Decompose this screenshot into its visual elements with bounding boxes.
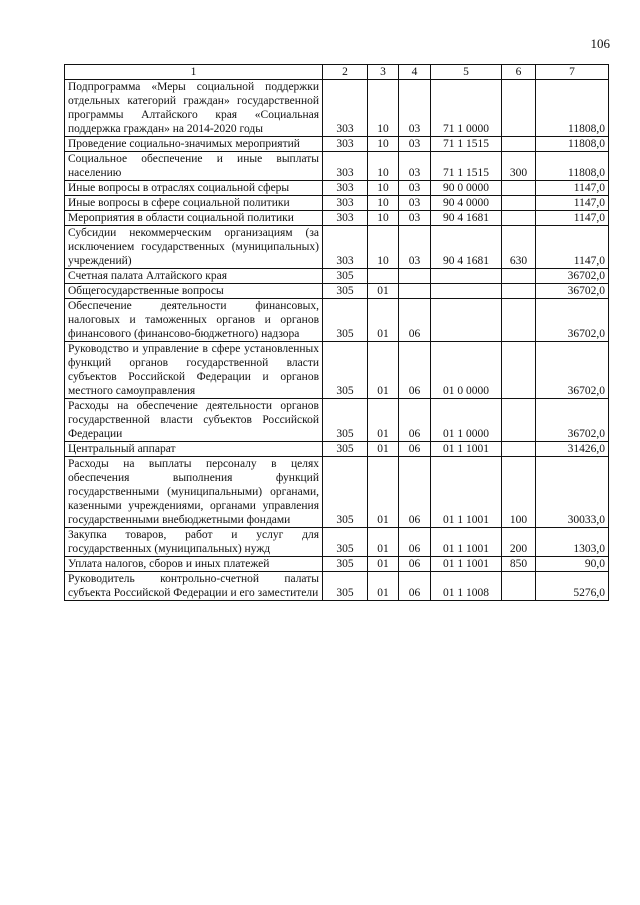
- admin-code-cell: 303: [323, 181, 368, 196]
- table-row: [65, 137, 609, 152]
- subsection-cell: 06: [399, 572, 431, 601]
- row-name-cell: Мероприятия в области социальной политики: [65, 211, 323, 226]
- target-article-cell: 90 4 0000: [431, 196, 502, 211]
- target-article-cell: 01 1 1001: [431, 528, 502, 557]
- subsection-cell: 06: [399, 528, 431, 557]
- expense-type-cell: [502, 196, 536, 211]
- row-name-cell: Руководство и управление в сфере установленных функций органов государственной власти субъектов Российской Федерации и органов местного самоуправления: [65, 342, 323, 399]
- target-article-cell: 71 1 0000: [431, 80, 502, 137]
- subsection-cell: 06: [399, 342, 431, 399]
- table-row: [65, 442, 609, 457]
- section-cell: 01: [368, 442, 399, 457]
- table-row: [65, 299, 609, 342]
- header-col-1: 1: [65, 65, 323, 80]
- expense-type-cell: [502, 442, 536, 457]
- subsection-cell: [399, 284, 431, 299]
- subsection-cell: 06: [399, 299, 431, 342]
- section-cell: 01: [368, 284, 399, 299]
- target-article-cell: 71 1 1515: [431, 152, 502, 181]
- header-col-7: 7: [536, 65, 609, 80]
- subsection-cell: 03: [399, 211, 431, 226]
- table-header-row: [65, 65, 609, 80]
- amount-cell: 1147,0: [536, 211, 609, 226]
- amount-cell: 1147,0: [536, 181, 609, 196]
- section-cell: 10: [368, 181, 399, 196]
- expense-type-cell: 200: [502, 528, 536, 557]
- subsection-cell: 03: [399, 196, 431, 211]
- expense-type-cell: [502, 342, 536, 399]
- row-name-cell: Центральный аппарат: [65, 442, 323, 457]
- header-col-2: 2: [323, 65, 368, 80]
- amount-cell: 1303,0: [536, 528, 609, 557]
- amount-cell: 11808,0: [536, 137, 609, 152]
- admin-code-cell: 303: [323, 152, 368, 181]
- expense-type-cell: 100: [502, 457, 536, 528]
- expense-type-cell: [502, 137, 536, 152]
- admin-code-cell: 303: [323, 80, 368, 137]
- table-row: [65, 196, 609, 211]
- target-article-cell: 90 4 1681: [431, 226, 502, 269]
- subsection-cell: 03: [399, 80, 431, 137]
- section-cell: 01: [368, 557, 399, 572]
- table-row: [65, 211, 609, 226]
- admin-code-cell: 305: [323, 269, 368, 284]
- row-name-cell: Социальное обеспечение и иные выплаты населению: [65, 152, 323, 181]
- amount-cell: 36702,0: [536, 269, 609, 284]
- expense-type-cell: 850: [502, 557, 536, 572]
- target-article-cell: 90 0 0000: [431, 181, 502, 196]
- expense-type-cell: [502, 269, 536, 284]
- row-name-cell: Расходы на выплаты персоналу в целях обеспечения выполнения функций государственными (муниципальными) органами, казенными учреждениями, органами управления государственными внебюджетными фондами: [65, 457, 323, 528]
- subsection-cell: 06: [399, 557, 431, 572]
- amount-cell: 5276,0: [536, 572, 609, 601]
- admin-code-cell: 303: [323, 196, 368, 211]
- section-cell: [368, 269, 399, 284]
- row-name-cell: Расходы на обеспечение деятельности органов государственной власти субъектов Российской Федерации: [65, 399, 323, 442]
- row-name-cell: Общегосударственные вопросы: [65, 284, 323, 299]
- row-name-cell: Субсидии некоммерческим организациям (за исключением государственных (муниципальных) учреждений): [65, 226, 323, 269]
- admin-code-cell: 305: [323, 399, 368, 442]
- amount-cell: 1147,0: [536, 226, 609, 269]
- row-name-cell: Уплата налогов, сборов и иных платежей: [65, 557, 323, 572]
- row-name-cell: Проведение социально-значимых мероприятий: [65, 137, 323, 152]
- table-row: [65, 557, 609, 572]
- expense-type-cell: [502, 211, 536, 226]
- section-cell: 01: [368, 299, 399, 342]
- section-cell: 01: [368, 399, 399, 442]
- section-cell: 10: [368, 80, 399, 137]
- table-row: [65, 572, 609, 601]
- admin-code-cell: 305: [323, 528, 368, 557]
- row-name-cell: Счетная палата Алтайского края: [65, 269, 323, 284]
- admin-code-cell: 305: [323, 442, 368, 457]
- expense-type-cell: 300: [502, 152, 536, 181]
- target-article-cell: 01 1 0000: [431, 399, 502, 442]
- amount-cell: 11808,0: [536, 80, 609, 137]
- target-article-cell: 01 1 1001: [431, 442, 502, 457]
- admin-code-cell: 305: [323, 299, 368, 342]
- row-name-cell: Подпрограмма «Меры социальной поддержки отдельных категорий граждан» государственной программы Алтайского края «Социальная поддержка граждан» на 2014-2020 годы: [65, 80, 323, 137]
- section-cell: 01: [368, 528, 399, 557]
- table-row: [65, 80, 609, 137]
- target-article-cell: [431, 284, 502, 299]
- table-row: [65, 342, 609, 399]
- section-cell: 10: [368, 211, 399, 226]
- table-row: [65, 269, 609, 284]
- row-name-cell: Обеспечение деятельности финансовых, налоговых и таможенных органов и органов финансового (финансово-бюджетного) надзора: [65, 299, 323, 342]
- admin-code-cell: 305: [323, 457, 368, 528]
- expense-type-cell: [502, 399, 536, 442]
- table-body: [65, 80, 609, 601]
- target-article-cell: [431, 299, 502, 342]
- admin-code-cell: 303: [323, 211, 368, 226]
- section-cell: 10: [368, 137, 399, 152]
- table-row: [65, 181, 609, 196]
- subsection-cell: 06: [399, 457, 431, 528]
- amount-cell: 36702,0: [536, 299, 609, 342]
- header-col-5: 5: [431, 65, 502, 80]
- subsection-cell: [399, 269, 431, 284]
- table-row: [65, 152, 609, 181]
- amount-cell: 36702,0: [536, 284, 609, 299]
- expense-type-cell: [502, 299, 536, 342]
- budget-table: [64, 64, 609, 601]
- expense-type-cell: [502, 181, 536, 196]
- table-row: [65, 457, 609, 528]
- amount-cell: 36702,0: [536, 399, 609, 442]
- header-col-6: 6: [502, 65, 536, 80]
- target-article-cell: 01 0 0000: [431, 342, 502, 399]
- target-article-cell: 90 4 1681: [431, 211, 502, 226]
- section-cell: 01: [368, 457, 399, 528]
- subsection-cell: 06: [399, 399, 431, 442]
- admin-code-cell: 305: [323, 557, 368, 572]
- section-cell: 10: [368, 196, 399, 211]
- amount-cell: 36702,0: [536, 342, 609, 399]
- expense-type-cell: [502, 80, 536, 137]
- expense-type-cell: [502, 284, 536, 299]
- subsection-cell: 06: [399, 442, 431, 457]
- section-cell: 01: [368, 342, 399, 399]
- table-row: [65, 528, 609, 557]
- subsection-cell: 03: [399, 181, 431, 196]
- expense-type-cell: [502, 572, 536, 601]
- admin-code-cell: 305: [323, 284, 368, 299]
- admin-code-cell: 303: [323, 137, 368, 152]
- target-article-cell: 01 1 1001: [431, 457, 502, 528]
- section-cell: 10: [368, 152, 399, 181]
- row-name-cell: Иные вопросы в сфере социальной политики: [65, 196, 323, 211]
- row-name-cell: Руководитель контрольно-счетной палаты субъекта Российской Федерации и его заместители: [65, 572, 323, 601]
- admin-code-cell: 303: [323, 226, 368, 269]
- subsection-cell: 03: [399, 226, 431, 269]
- table-row: [65, 284, 609, 299]
- amount-cell: 11808,0: [536, 152, 609, 181]
- target-article-cell: [431, 269, 502, 284]
- amount-cell: 31426,0: [536, 442, 609, 457]
- admin-code-cell: 305: [323, 342, 368, 399]
- target-article-cell: 71 1 1515: [431, 137, 502, 152]
- page-number: 106: [590, 36, 610, 51]
- subsection-cell: 03: [399, 152, 431, 181]
- row-name-cell: Закупка товаров, работ и услуг для государственных (муниципальных) нужд: [65, 528, 323, 557]
- amount-cell: 1147,0: [536, 196, 609, 211]
- admin-code-cell: 305: [323, 572, 368, 601]
- expense-type-cell: 630: [502, 226, 536, 269]
- target-article-cell: 01 1 1001: [431, 557, 502, 572]
- section-cell: 01: [368, 572, 399, 601]
- row-name-cell: Иные вопросы в отраслях социальной сферы: [65, 181, 323, 196]
- section-cell: 10: [368, 226, 399, 269]
- header-col-3: 3: [368, 65, 399, 80]
- subsection-cell: 03: [399, 137, 431, 152]
- amount-cell: 90,0: [536, 557, 609, 572]
- amount-cell: 30033,0: [536, 457, 609, 528]
- header-col-4: 4: [399, 65, 431, 80]
- table-row: [65, 399, 609, 442]
- table-row: [65, 226, 609, 269]
- target-article-cell: 01 1 1008: [431, 572, 502, 601]
